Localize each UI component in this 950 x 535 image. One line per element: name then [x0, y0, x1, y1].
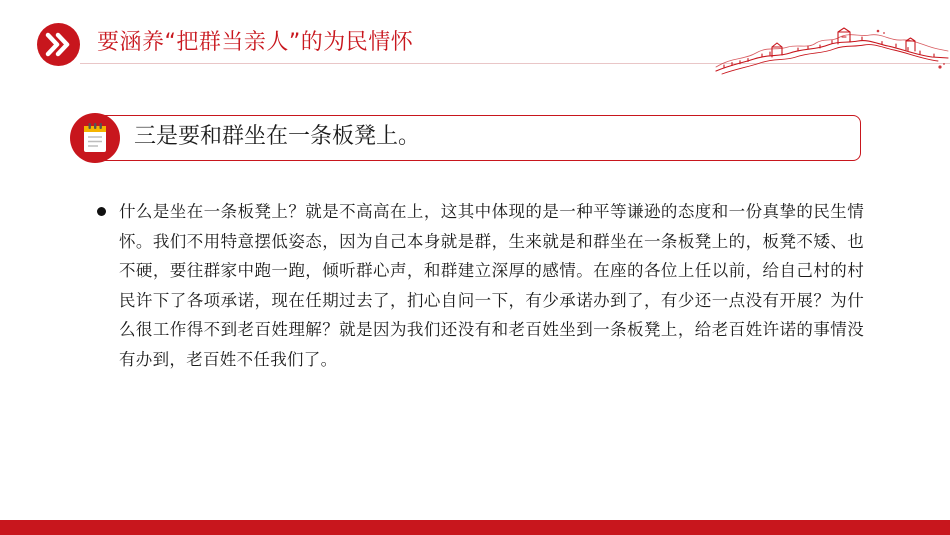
body-paragraph: 什么是坐在一条板凳上？就是不高高在上，这其中体现的是一种平等谦逊的态度和一份真挚的民生情怀。我们不用特意摆低姿态，因为自己本身就是群，生来就是和群坐在一条板凳上的，板凳不矮、也不硬，要往群家中跑一跑，倾听群心声，和群建立深厚的感情。在座的各位上任以前，给自己村的村民许下了各项承诺，现在任期过去了，扪心自问一下，有少承诺办到了，有少还一点没有开展？为什么很工作得不到老百姓理解？就是因为我们还没有和老百姓坐到一条板凳上，给老百姓许诺的事情没有办到，老百姓不任我们了。	[119, 202, 864, 369]
double-chevron-right-icon	[37, 23, 80, 66]
notepad-icon	[70, 113, 120, 163]
page-title: 要涵养“把群当亲人”的为民情怀	[97, 30, 414, 55]
great-wall-icon	[712, 27, 950, 75]
footer-bar	[0, 520, 950, 535]
bullet-point	[97, 207, 106, 216]
section-title: 三是要和群坐在一条板凳上。	[134, 124, 421, 149]
